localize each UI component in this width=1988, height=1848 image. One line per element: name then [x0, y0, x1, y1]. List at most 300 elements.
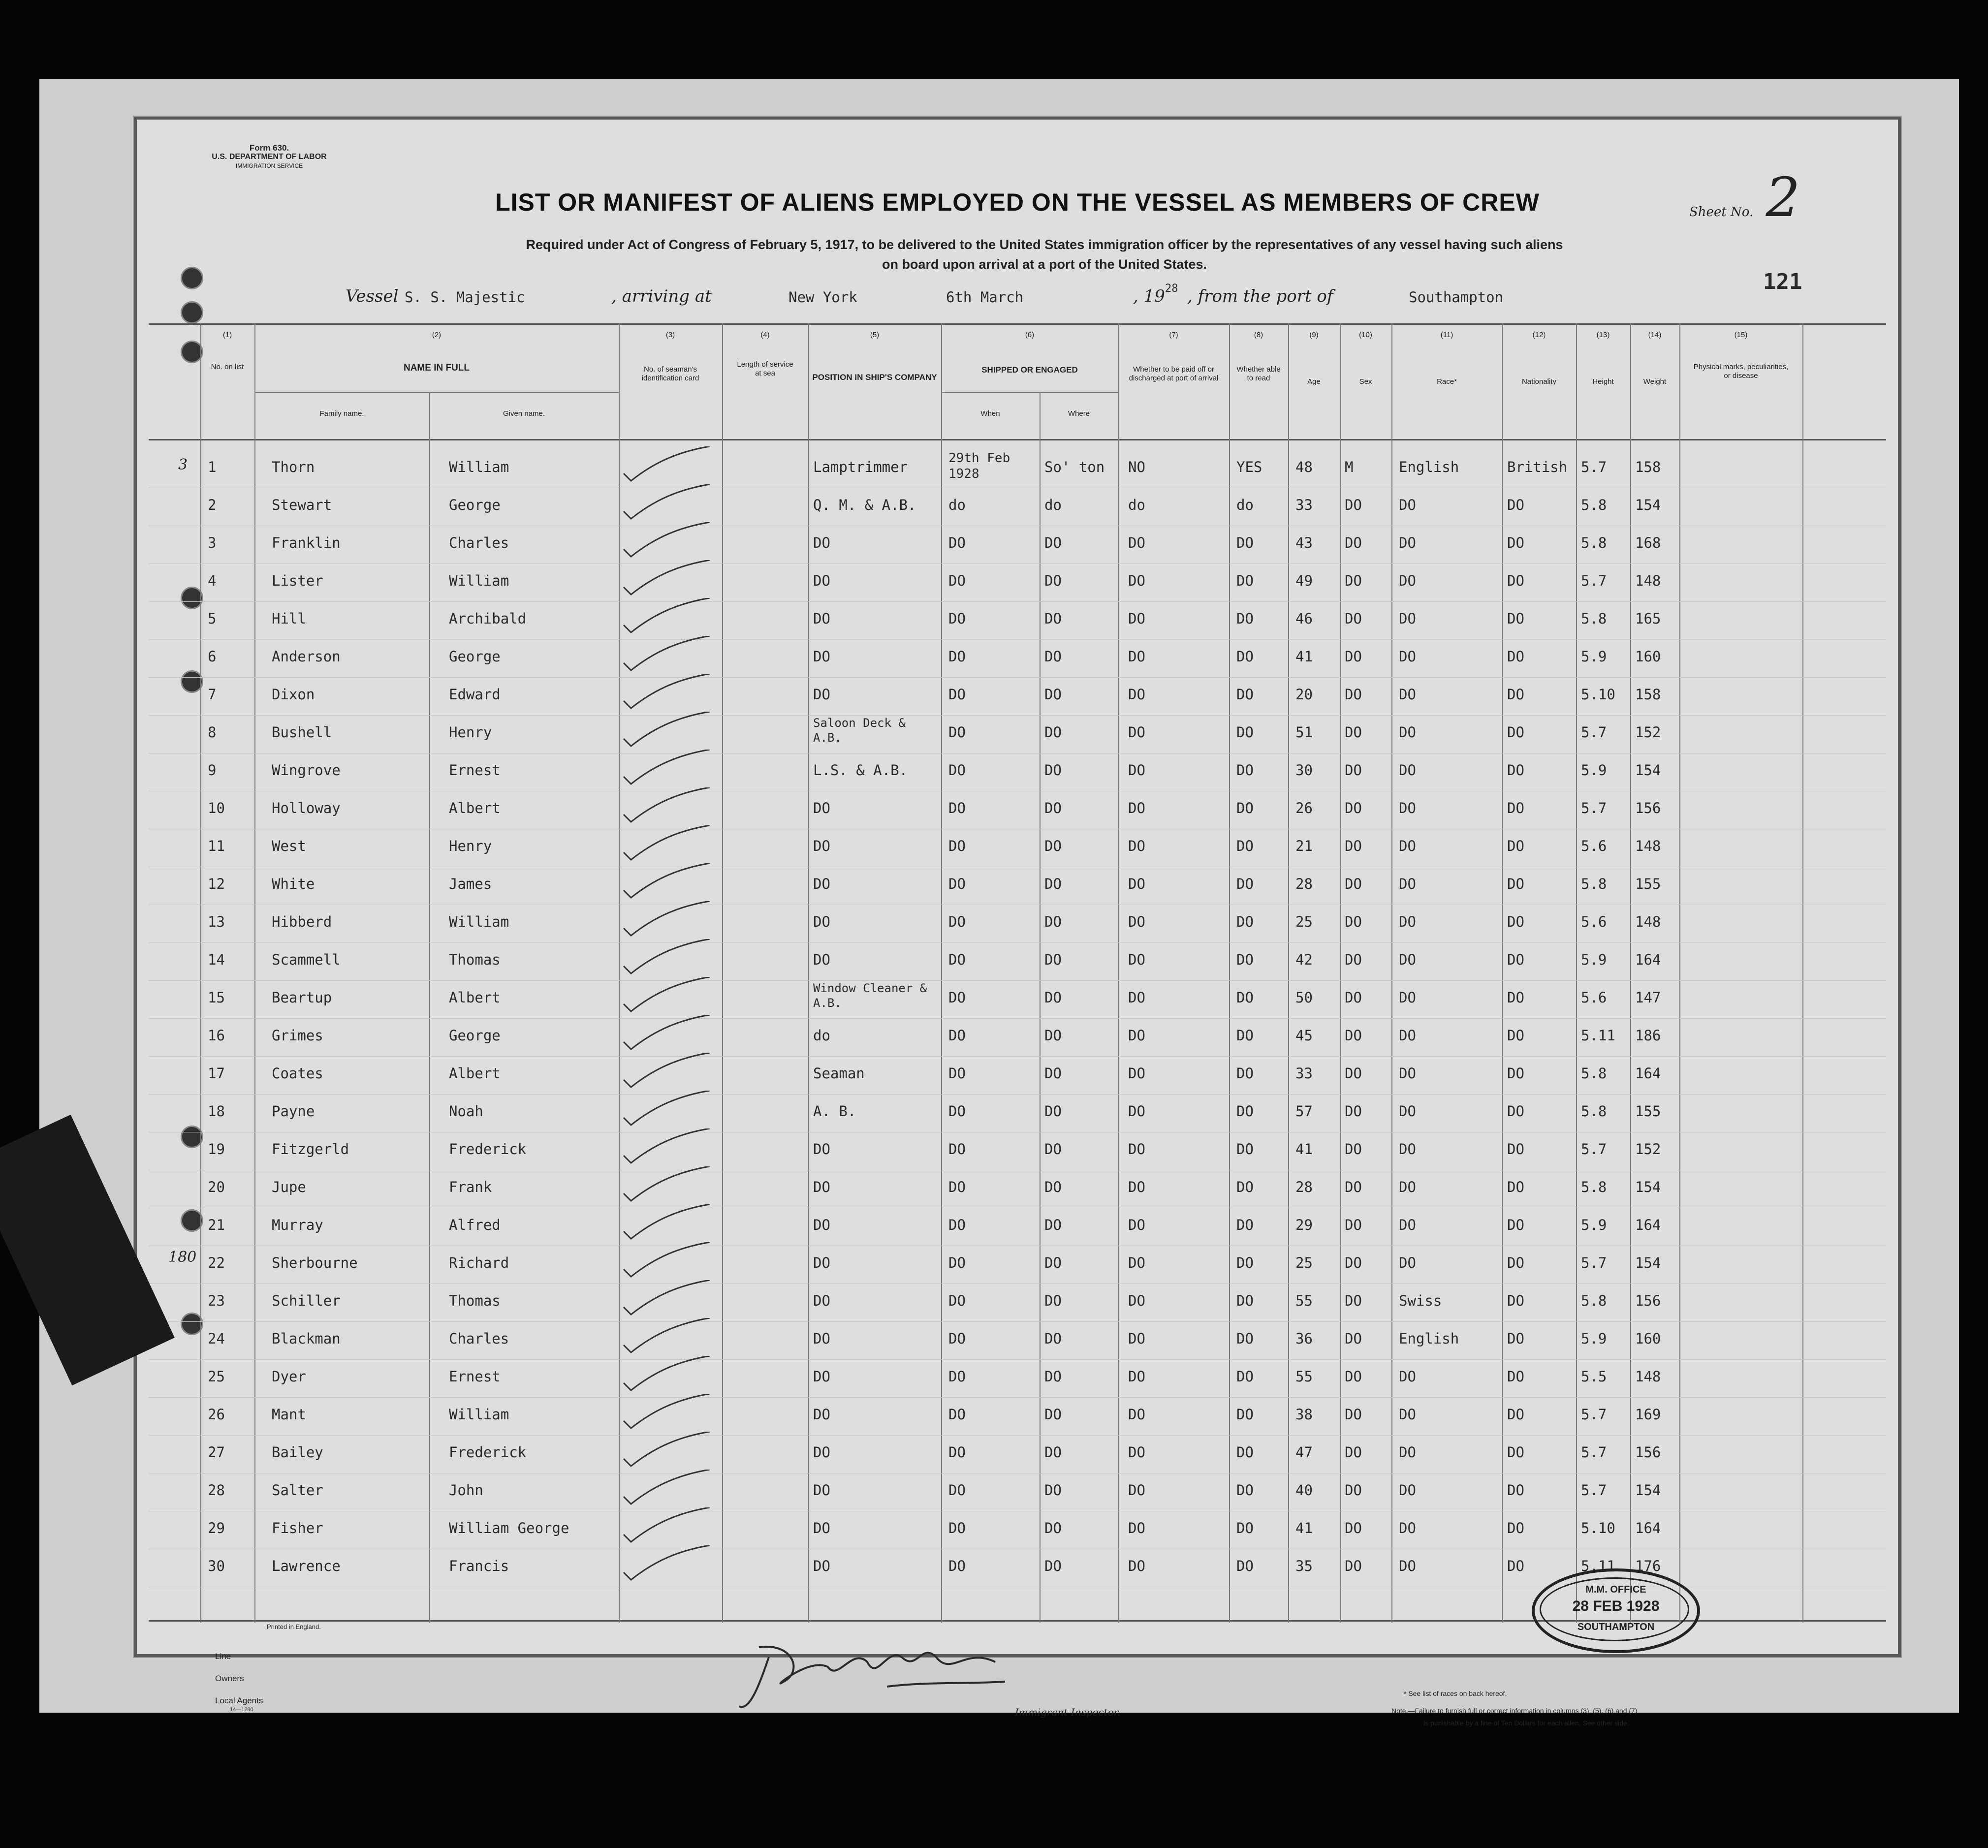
cell-weight: 156 [1635, 1292, 1661, 1309]
cell-paid: DO [1128, 1330, 1145, 1347]
cell-read: DO [1236, 762, 1254, 779]
cell-nationality: DO [1507, 1141, 1524, 1158]
cell-paid: do [1128, 497, 1145, 513]
cell-sex: DO [1345, 800, 1362, 816]
cell-paid: DO [1128, 800, 1145, 816]
cell-family: Schiller [272, 1292, 341, 1309]
cell-read: DO [1236, 876, 1254, 892]
cell-race: DO [1399, 1065, 1416, 1082]
header-bottom-rule [149, 439, 1886, 440]
cell-position: DO [813, 1330, 830, 1347]
cell-when: DO [948, 1292, 966, 1309]
cell-when: DO [948, 800, 966, 816]
inspector-label: Immigrant Inspector. [1015, 1706, 1121, 1718]
cell-nationality: DO [1507, 913, 1524, 930]
cell-nationality: DO [1507, 1027, 1524, 1044]
cell-family: Payne [272, 1103, 315, 1120]
check-mark-icon [616, 484, 715, 524]
cell-age: 28 [1295, 1179, 1313, 1195]
col-4-header: Length of service at sea [737, 360, 793, 377]
cell-sex: DO [1345, 1103, 1362, 1120]
check-mark-icon [616, 1204, 715, 1244]
cell-given: Albert [449, 800, 501, 816]
cell-race: DO [1399, 876, 1416, 892]
cell-height: 5.7 [1581, 800, 1607, 816]
cell-height: 5.8 [1581, 1292, 1607, 1309]
cell-paid: DO [1128, 648, 1145, 665]
cell-age: 40 [1295, 1482, 1313, 1499]
cell-read: DO [1236, 989, 1254, 1006]
table-row [134, 603, 1901, 641]
table-row [134, 792, 1901, 830]
cell-no: 6 [208, 648, 217, 665]
cell-nationality: DO [1507, 572, 1524, 589]
agents-code: 14—1280 [230, 1707, 253, 1713]
cell-position: Window Cleaner & A.B. [813, 981, 927, 1010]
cell-age: 42 [1295, 951, 1313, 968]
cell-position: DO [813, 913, 830, 930]
table-row [134, 527, 1901, 565]
table-row [134, 1399, 1901, 1437]
cell-family: Dixon [272, 686, 315, 703]
cell-no: 9 [208, 762, 217, 779]
cell-race: English [1399, 1330, 1459, 1347]
cell-age: 21 [1295, 838, 1313, 854]
cell-when: DO [948, 838, 966, 854]
cell-position: DO [813, 572, 830, 589]
cell-when: DO [948, 989, 966, 1006]
cell-paid: DO [1128, 534, 1145, 551]
vessel-label: Vessel [346, 286, 399, 306]
cell-position: Q. M. & A.B. [813, 497, 916, 513]
cell-paid: DO [1128, 686, 1145, 703]
cell-height: 5.11 [1581, 1558, 1615, 1574]
cell-height: 5.7 [1581, 1406, 1607, 1423]
cell-nationality: DO [1507, 724, 1524, 741]
margin-note: 3 [178, 456, 188, 473]
cell-nationality: DO [1507, 686, 1524, 703]
col-5-number: (5) [870, 331, 880, 339]
cell-when: DO [948, 534, 966, 551]
cell-family: Lister [272, 572, 323, 589]
cell-where: DO [1044, 724, 1062, 741]
cell-where: DO [1044, 1520, 1062, 1536]
cell-weight: 148 [1635, 913, 1661, 930]
line-label: Line [215, 1652, 231, 1661]
cell-sex: DO [1345, 1065, 1362, 1082]
cell-weight: 160 [1635, 1330, 1661, 1347]
check-mark-icon [616, 863, 715, 903]
col-6-number: (6) [1025, 331, 1035, 339]
col-3-number: (3) [665, 331, 675, 339]
cell-position: Seaman [813, 1065, 865, 1082]
stamp-bottom-text: SOUTHAMPTON [1577, 1622, 1655, 1632]
cell-age: 41 [1295, 1141, 1313, 1158]
cell-read: do [1236, 497, 1254, 513]
check-mark-icon [616, 750, 715, 789]
table-row [134, 1209, 1901, 1247]
cell-age: 57 [1295, 1103, 1313, 1120]
cell-sex: DO [1345, 762, 1362, 779]
cell-no: 19 [208, 1141, 225, 1158]
table-row [134, 1285, 1901, 1323]
check-mark-icon [616, 1470, 715, 1509]
check-mark-icon [616, 901, 715, 940]
col-9-number: (9) [1309, 331, 1319, 339]
cell-age: 43 [1295, 534, 1313, 551]
cell-given: Henry [449, 838, 492, 854]
cell-given: Thomas [449, 951, 501, 968]
table-row [134, 982, 1901, 1020]
cell-sex: DO [1345, 951, 1362, 968]
cell-age: 33 [1295, 1065, 1313, 1082]
cell-height: 5.9 [1581, 1330, 1607, 1347]
cell-family: Thorn [272, 459, 315, 475]
owners-label: Owners [215, 1674, 244, 1683]
cell-position: DO [813, 648, 830, 665]
cell-no: 18 [208, 1103, 225, 1120]
cell-given: George [449, 497, 501, 513]
cell-height: 5.8 [1581, 497, 1607, 513]
cell-no: 2 [208, 497, 217, 513]
check-mark-icon [616, 1128, 715, 1168]
cell-read: DO [1236, 1103, 1254, 1120]
cell-position: DO [813, 1482, 830, 1499]
table-row [134, 1247, 1901, 1285]
cell-where: DO [1044, 1292, 1062, 1309]
cell-when: DO [948, 1444, 966, 1461]
col-11-header: Race* [1437, 377, 1457, 386]
cell-age: 38 [1295, 1406, 1313, 1423]
cell-age: 35 [1295, 1558, 1313, 1574]
table-row [134, 906, 1901, 944]
cell-height: 5.6 [1581, 838, 1607, 854]
cell-height: 5.8 [1581, 1179, 1607, 1195]
cell-paid: DO [1128, 1217, 1145, 1233]
subtitle-line-2: on board upon arrival at a port of the United States. [882, 257, 1207, 272]
cell-nationality: DO [1507, 1330, 1524, 1347]
inspector-signature [739, 1628, 1015, 1721]
check-mark-icon [616, 939, 715, 978]
cell-nationality: DO [1507, 1406, 1524, 1423]
table-row [134, 1058, 1901, 1096]
arriving-label: , arriving at [611, 286, 712, 306]
cell-given: Richard [449, 1254, 509, 1271]
cell-family: Bailey [272, 1444, 323, 1461]
col-11-number: (11) [1440, 331, 1453, 339]
cell-race: DO [1399, 686, 1416, 703]
cell-sex: DO [1345, 497, 1362, 513]
cell-position: DO [813, 1406, 830, 1423]
cell-where: DO [1044, 610, 1062, 627]
cell-read: DO [1236, 1406, 1254, 1423]
cell-position: do [813, 1027, 830, 1044]
cell-where: DO [1044, 1027, 1062, 1044]
cell-nationality: DO [1507, 800, 1524, 816]
cell-position: Lamptrimmer [813, 459, 908, 475]
cell-weight: 176 [1635, 1558, 1661, 1574]
cell-weight: 169 [1635, 1406, 1661, 1423]
cell-weight: 168 [1635, 534, 1661, 551]
table-row [134, 754, 1901, 792]
cell-paid: DO [1128, 1368, 1145, 1385]
cell-age: 33 [1295, 497, 1313, 513]
cell-given: Albert [449, 1065, 501, 1082]
cell-where: DO [1044, 1330, 1062, 1347]
cell-read: DO [1236, 610, 1254, 627]
cell-sex: DO [1345, 1217, 1362, 1233]
col-7-number: (7) [1169, 331, 1178, 339]
cell-paid: DO [1128, 876, 1145, 892]
cell-family: Mant [272, 1406, 306, 1423]
cell-race: DO [1399, 762, 1416, 779]
cell-paid: DO [1128, 572, 1145, 589]
cell-where: DO [1044, 1444, 1062, 1461]
cell-where: DO [1044, 951, 1062, 968]
cell-race: DO [1399, 951, 1416, 968]
table-row [134, 868, 1901, 906]
check-mark-icon [616, 825, 715, 865]
cell-sex: M [1345, 459, 1354, 475]
cell-family: Coates [272, 1065, 323, 1082]
cell-sex: DO [1345, 989, 1362, 1006]
cell-family: Stewart [272, 497, 332, 513]
table-row [134, 1437, 1901, 1474]
crew-table-body [134, 451, 1901, 1618]
cell-no: 16 [208, 1027, 225, 1044]
cell-race: DO [1399, 1217, 1416, 1233]
cell-family: Blackman [272, 1330, 341, 1347]
cell-race: DO [1399, 1482, 1416, 1499]
arrival-port: New York [789, 289, 857, 306]
cell-where: DO [1044, 876, 1062, 892]
cell-age: 46 [1295, 610, 1313, 627]
cell-sex: DO [1345, 686, 1362, 703]
sheet-number: 2 [1766, 166, 1800, 229]
cell-read: DO [1236, 1217, 1254, 1233]
table-row [134, 1020, 1901, 1058]
cell-position: DO [813, 951, 830, 968]
table-row [134, 1512, 1901, 1550]
cell-paid: DO [1128, 610, 1145, 627]
fine-note-line-2: is punishable by a fine of Ten Dollars for each alien. See other side. [1423, 1719, 1629, 1727]
cell-height: 5.5 [1581, 1368, 1607, 1385]
cell-nationality: DO [1507, 497, 1524, 513]
cell-age: 45 [1295, 1027, 1313, 1044]
cell-position: DO [813, 800, 830, 816]
cell-race: DO [1399, 610, 1416, 627]
cell-nationality: DO [1507, 1482, 1524, 1499]
cell-no: 5 [208, 610, 217, 627]
cell-race: DO [1399, 1103, 1416, 1120]
cell-position: DO [813, 1368, 830, 1385]
cell-age: 48 [1295, 459, 1313, 475]
cell-read: DO [1236, 1482, 1254, 1499]
manifest-title: LIST OR MANIFEST OF ALIENS EMPLOYED ON THE VESSEL AS MEMBERS OF CREW [495, 188, 1540, 216]
cell-position: DO [813, 534, 830, 551]
cell-height: 5.8 [1581, 1065, 1607, 1082]
check-mark-icon [616, 1356, 715, 1395]
cell-weight: 156 [1635, 800, 1661, 816]
cell-family: Anderson [272, 648, 341, 665]
cell-when: DO [948, 1141, 966, 1158]
cell-paid: DO [1128, 838, 1145, 854]
cell-race: DO [1399, 1179, 1416, 1195]
cell-where: DO [1044, 572, 1062, 589]
col-family-header: Family name. [319, 409, 364, 418]
cell-position: DO [813, 1520, 830, 1536]
cell-race: DO [1399, 1027, 1416, 1044]
cell-family: Lawrence [272, 1558, 341, 1574]
table-row [134, 1323, 1901, 1361]
form-number: Form 630. [249, 143, 289, 153]
cell-nationality: British [1507, 459, 1568, 475]
cell-sex: DO [1345, 913, 1362, 930]
cell-when: DO [948, 648, 966, 665]
cell-position: L.S. & A.B. [813, 762, 908, 779]
cell-family: Murray [272, 1217, 323, 1233]
cell-where: DO [1044, 1482, 1062, 1499]
year-value: 28 [1165, 282, 1178, 295]
cell-weight: 148 [1635, 572, 1661, 589]
cell-weight: 154 [1635, 1179, 1661, 1195]
table-row [134, 641, 1901, 679]
cell-when: DO [948, 1217, 966, 1233]
col-9-header: Age [1307, 377, 1321, 386]
form-header [205, 144, 333, 170]
cell-weight: 154 [1635, 762, 1661, 779]
cell-family: Fisher [272, 1520, 323, 1536]
cell-height: 5.8 [1581, 876, 1607, 892]
check-mark-icon [616, 598, 715, 637]
cell-nationality: DO [1507, 1179, 1524, 1195]
table-row [134, 451, 1901, 489]
cell-sex: DO [1345, 1330, 1362, 1347]
cell-where: DO [1044, 989, 1062, 1006]
department: U.S. DEPARTMENT OF LABOR [212, 153, 327, 161]
cell-nationality: DO [1507, 838, 1524, 854]
stamp-top-text: M.M. OFFICE [1585, 1584, 1646, 1595]
cell-sex: DO [1345, 1520, 1362, 1536]
cell-given: Noah [449, 1103, 483, 1120]
cell-family: Sherbourne [272, 1254, 358, 1271]
cell-given: William [449, 1406, 509, 1423]
cell-weight: 160 [1635, 648, 1661, 665]
col-3-header: No. of seaman's identification card [641, 365, 699, 382]
cell-nationality: DO [1507, 1292, 1524, 1309]
cell-given: George [449, 1027, 501, 1044]
cell-race: English [1399, 459, 1459, 475]
cell-given: Frank [449, 1179, 492, 1195]
cell-position: DO [813, 686, 830, 703]
cell-age: 30 [1295, 762, 1313, 779]
cell-race: DO [1399, 800, 1416, 816]
cell-when: do [948, 497, 966, 513]
cell-paid: DO [1128, 951, 1145, 968]
cell-where: DO [1044, 913, 1062, 930]
cell-given: Frederick [449, 1141, 527, 1158]
cell-paid: DO [1128, 989, 1145, 1006]
cell-no: 20 [208, 1179, 225, 1195]
col-13-header: Height [1592, 377, 1614, 386]
table-row [134, 1361, 1901, 1399]
printed-in: Printed in England. [267, 1623, 321, 1630]
cell-nationality: DO [1507, 648, 1524, 665]
cell-nationality: DO [1507, 989, 1524, 1006]
cell-when: DO [948, 1482, 966, 1499]
cell-weight: 154 [1635, 1254, 1661, 1271]
cell-when: DO [948, 1027, 966, 1044]
cell-position: DO [813, 1141, 830, 1158]
cell-nationality: DO [1507, 1103, 1524, 1120]
col-14-header: Weight [1643, 377, 1667, 386]
cell-family: Salter [272, 1482, 323, 1499]
cell-position: DO [813, 1558, 830, 1574]
check-mark-icon [616, 1091, 715, 1130]
cell-given: John [449, 1482, 483, 1499]
cell-family: Grimes [272, 1027, 323, 1044]
cell-paid: DO [1128, 1292, 1145, 1309]
col-2-number: (2) [432, 331, 442, 339]
cell-nationality: DO [1507, 1444, 1524, 1461]
cell-weight: 148 [1635, 838, 1661, 854]
cell-where: So' ton [1044, 459, 1105, 475]
from-label: , from the port of [1187, 286, 1333, 306]
cell-sex: DO [1345, 1406, 1362, 1423]
cell-given: Charles [449, 534, 509, 551]
stamp-date: 28 FEB 1928 [1572, 1598, 1660, 1614]
cell-family: Wingrove [272, 762, 341, 779]
cell-weight: 158 [1635, 459, 1661, 475]
cell-position: DO [813, 1254, 830, 1271]
cell-family: Hibberd [272, 913, 332, 930]
check-mark-icon [616, 636, 715, 675]
cell-given: Ernest [449, 762, 501, 779]
cell-read: DO [1236, 1292, 1254, 1309]
cell-age: 49 [1295, 572, 1313, 589]
cell-paid: DO [1128, 1520, 1145, 1536]
cell-read: DO [1236, 1444, 1254, 1461]
check-mark-icon [616, 1166, 715, 1206]
table-row [134, 717, 1901, 754]
sheet-label: Sheet No. [1689, 205, 1754, 219]
cell-weight: 154 [1635, 1482, 1661, 1499]
col-6-header: SHIPPED OR ENGAGED [981, 365, 1078, 375]
cell-nationality: DO [1507, 1368, 1524, 1385]
cell-age: 20 [1295, 686, 1313, 703]
col-2-header: NAME IN FULL [403, 363, 470, 373]
table-row [134, 1133, 1901, 1171]
cell-weight: 154 [1635, 497, 1661, 513]
cell-nationality: DO [1507, 1520, 1524, 1536]
cell-sex: DO [1345, 610, 1362, 627]
cell-paid: DO [1128, 1027, 1145, 1044]
cell-age: 47 [1295, 1444, 1313, 1461]
cell-no: 3 [208, 534, 217, 551]
table-row [134, 1096, 1901, 1133]
cell-sex: DO [1345, 1179, 1362, 1195]
col-when-header: When [980, 409, 1000, 418]
cell-weight: 164 [1635, 1217, 1661, 1233]
col-7-header: Whether to be paid off or discharged at port of arrival [1129, 365, 1219, 382]
cell-height: 5.9 [1581, 648, 1607, 665]
cell-given: Thomas [449, 1292, 501, 1309]
cell-height: 5.10 [1581, 1520, 1615, 1536]
cell-age: 55 [1295, 1292, 1313, 1309]
check-mark-icon [616, 1432, 715, 1471]
cell-where: DO [1044, 1254, 1062, 1271]
cell-when: DO [948, 1179, 966, 1195]
